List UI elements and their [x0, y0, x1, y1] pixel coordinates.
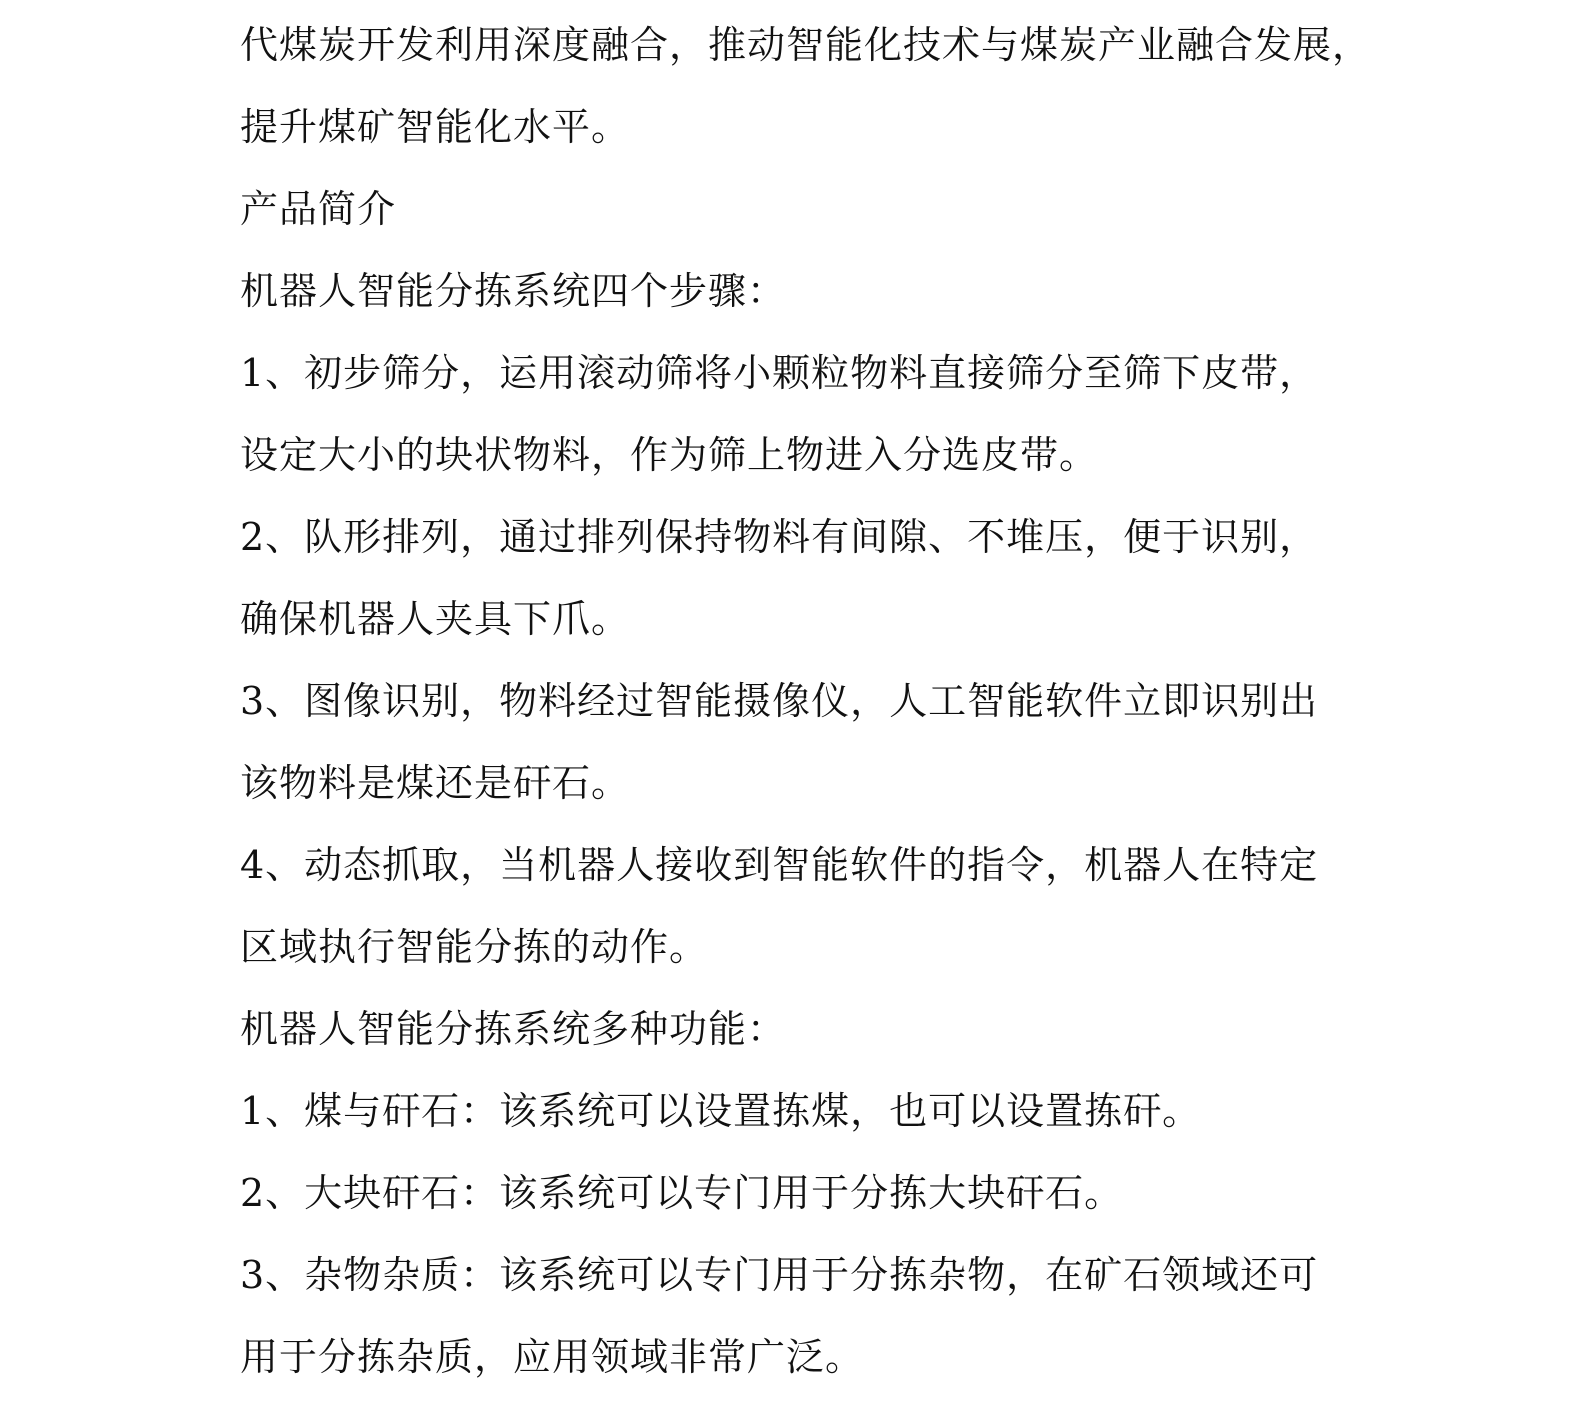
paragraph-line: 提升煤矿智能化水平。: [240, 105, 631, 149]
step-line: 1、初步筛分，运用滚动筛将小颗粒物料直接筛分至筛下皮带，: [240, 351, 1319, 395]
step-line: 4、动态抓取，当机器人接收到智能软件的指令，机器人在特定: [240, 843, 1319, 887]
step-line: 区域执行智能分拣的动作。: [240, 925, 709, 969]
steps-heading: 机器人智能分拣系统四个步骤：: [240, 269, 787, 313]
function-line: 用于分拣杂质，应用领域非常广泛。: [240, 1335, 865, 1379]
document-body: [240, 4, 1372, 1398]
step-line: 2、队形排列，通过排列保持物料有间隙、不堆压，便于识别，: [240, 515, 1319, 559]
step-line: 设定大小的块状物料，作为筛上物进入分选皮带。: [240, 433, 1099, 477]
step-line: 3、图像识别，物料经过智能摄像仪，人工智能软件立即识别出: [240, 679, 1319, 723]
paragraph-line: 代煤炭开发利用深度融合，推动智能化技术与煤炭产业融合发展，: [240, 23, 1372, 67]
functions-heading: 机器人智能分拣系统多种功能：: [240, 1007, 787, 1051]
step-line: 该物料是煤还是矸石。: [240, 761, 631, 805]
function-line: 3、杂物杂质：该系统可以专门用于分拣杂物，在矿石领域还可: [240, 1253, 1319, 1297]
function-line: 1、煤与矸石：该系统可以设置拣煤，也可以设置拣矸。: [240, 1089, 1202, 1133]
function-line: 2、大块矸石：该系统可以专门用于分拣大块矸石。: [240, 1171, 1124, 1215]
section-heading: 产品简介: [240, 187, 397, 231]
step-line: 确保机器人夹具下爪。: [240, 597, 631, 641]
